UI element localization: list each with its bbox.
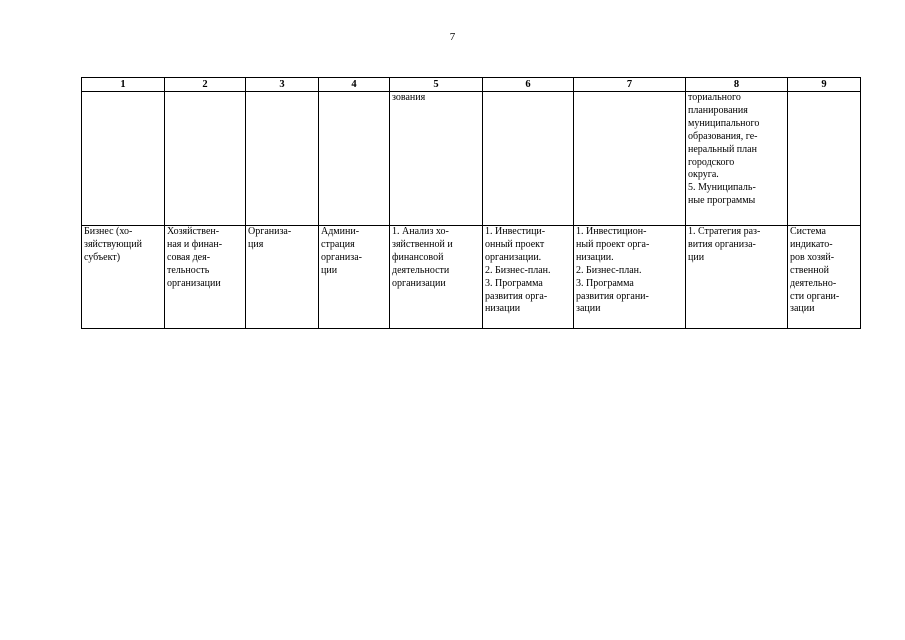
table-cell: Админи- страция организа- ции (319, 226, 390, 329)
table-row (82, 226, 861, 329)
column-header: 7 (574, 78, 686, 92)
column-header: 1 (82, 78, 165, 92)
column-header: 8 (686, 78, 788, 92)
table-cell: Бизнес (хо- зяйствующий субъект) (82, 226, 165, 329)
page-number: 7 (449, 31, 456, 43)
table-cell: Хозяйствен- ная и финан- совая дея- тельность организации (165, 226, 246, 329)
table-cell: 1. Анализ хо- зяйственной и финансовой деятельности организации (390, 226, 483, 329)
table-header-row (82, 78, 861, 92)
table-row (82, 92, 861, 226)
table-cell: Организа- ция (246, 226, 319, 329)
table-cell (246, 92, 319, 226)
table-cell: ториального планирования муниципального образования, ге- неральный план городского округа. 5. Муниципаль- ные программы (686, 92, 788, 226)
column-header: 5 (390, 78, 483, 92)
column-header: 2 (165, 78, 246, 92)
column-header: 3 (246, 78, 319, 92)
table-cell (574, 92, 686, 226)
table-cell (788, 92, 861, 226)
table-cell: 1. Инвестицион- ный проект орга- низации. 2. Бизнес-план. 3. Программа развития органи- зации (574, 226, 686, 329)
table-cell: Система индикато- ров хозяй- ственной деятельно- сти органи- зации (788, 226, 861, 329)
table-cell (319, 92, 390, 226)
table-cell (82, 92, 165, 226)
table-cell: 1. Стратегия раз- вития организа- ции (686, 226, 788, 329)
column-header: 4 (319, 78, 390, 92)
column-header: 6 (483, 78, 574, 92)
column-header: 9 (788, 78, 861, 92)
table-cell: 1. Инвестици- онный проект организации. 2. Бизнес-план. 3. Программа развития орга- низации (483, 226, 574, 329)
table-cell (483, 92, 574, 226)
table-cell (165, 92, 246, 226)
data-table (81, 77, 861, 329)
table-cell: зования (390, 92, 483, 226)
